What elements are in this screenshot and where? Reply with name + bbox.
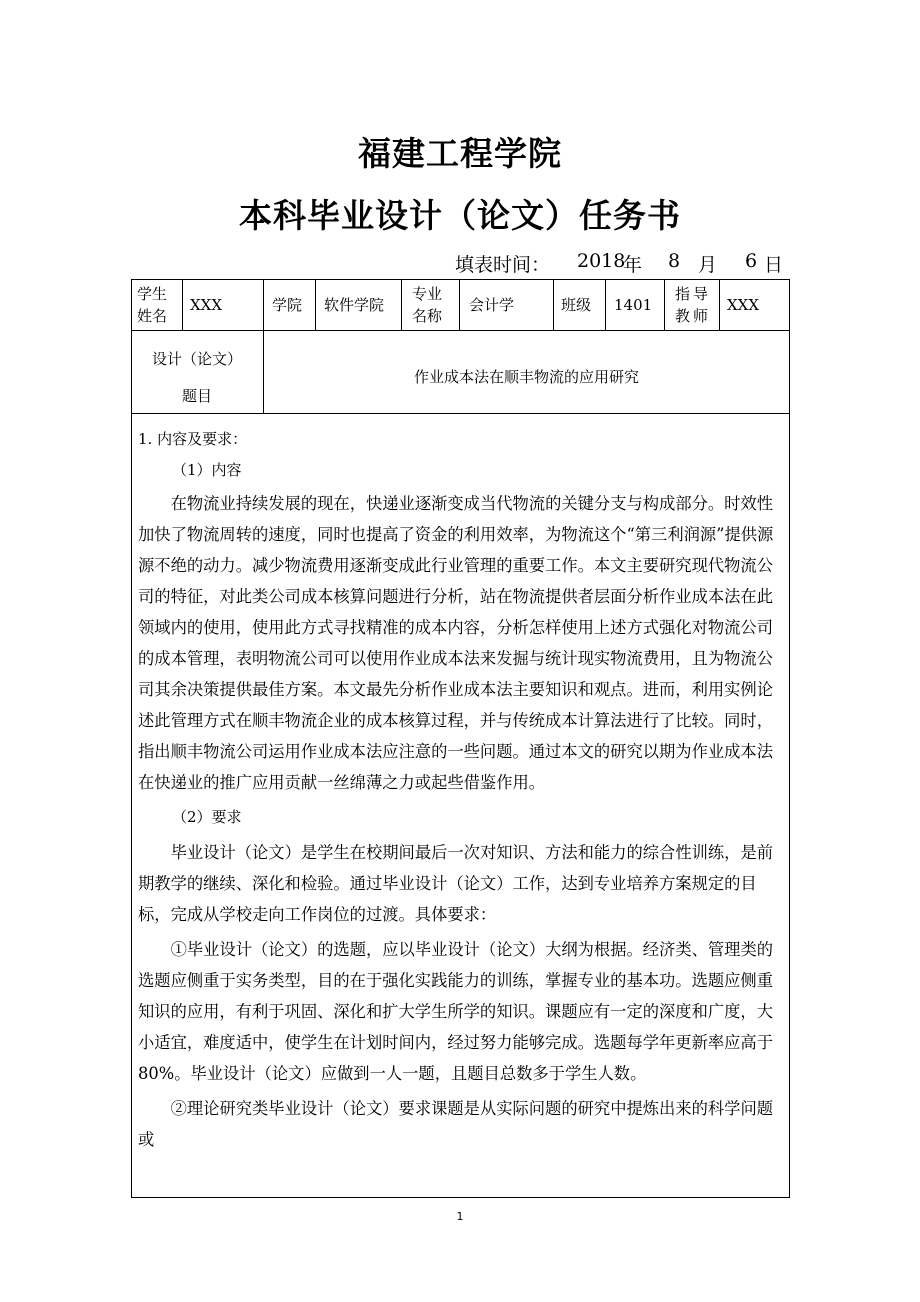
fill-date-year-unit: 年	[623, 254, 643, 276]
advisor-value: XXX	[727, 296, 760, 314]
table-divider	[459, 279, 460, 330]
class-value: 1401	[614, 296, 653, 314]
fill-date-year: 2018	[577, 250, 626, 272]
topic-label-line2: 题目	[181, 387, 212, 405]
topic-label-line1: 设计（论文）	[151, 350, 242, 368]
major-label: 专业名称	[412, 285, 443, 325]
table-divider	[664, 279, 665, 330]
fill-date-month-unit: 月	[698, 254, 718, 276]
table-divider	[263, 279, 264, 413]
sub2-heading: （2）要求	[172, 808, 242, 826]
class-label: 班级	[561, 296, 592, 314]
table-divider	[553, 279, 554, 330]
college-value: 软件学院	[324, 296, 385, 314]
sub2-paragraph-2: ①毕业设计（论文）的选题，应以毕业设计（论文）大纲为根据。经济类、管理类的选题应侧重于实务类型，目的在于强化实践能力的训练，掌握专业的基本功。选题应侧重知识的应用，有利于巩固、深化和扩大学生所学的知识。课题应有一定的深度和广度，大小适宜，难度适中，使学生在计划时间内，经过努力能够完成。选题每学年更新率应高于80%。毕业设计（论文）应做到一人一题，且题目总数多于学生人数。	[138, 940, 774, 1083]
section-heading: 1. 内容及要求：	[138, 430, 248, 448]
table-divider	[131, 413, 790, 414]
fill-date	[455, 250, 785, 278]
content-block	[138, 424, 782, 1155]
advisor-label: 指导教师	[675, 285, 712, 325]
fill-date-label: 填表时间：	[455, 254, 551, 276]
page-number: 1	[456, 1210, 464, 1223]
student-name-label: 学生姓名	[137, 285, 168, 325]
student-name-value: XXX	[190, 296, 223, 314]
sub1-paragraph: 在物流业持续发展的现在，快递业逐渐变成当代物流的关键分支与构成部分。时效性加快了物流周转的速度，同时也提高了资金的利用效率，为物流这个“第三利润源”提供源源不绝的动力。减少物流费用逐渐变成此行业管理的重要工作。本文主要研究现代物流公司的特征，对此类公司成本核算问题进行分析，站在物流提供者层面分析作业成本法在此领域内的使用，使用此方式寻找精准的成本内容，分析怎样使用上述方式强化对物流公司的成本管理，表明物流公司可以使用作业成本法来发掘与统计现实物流费用，且为物流公司其余决策提供最佳方案。本文最先分析作业成本法主要知识和观点。进而，利用实例论述此管理方式在顺丰物流企业的成本核算过程，并与传统成本计算法进行了比较。同时，指出顺丰物流公司运用作业成本法应注意的一些问题。通过本文的研究以期为作业成本法在快递业的推广应用贡献一丝绵薄之力或起些借鉴作用。	[138, 494, 774, 792]
institution-title: 福建工程学院	[358, 134, 562, 173]
sub2-paragraph-3: ②理论研究类毕业设计（论文）要求课题是从实际问题的研究中提炼出来的科学问题或	[138, 1099, 774, 1149]
fill-date-day-unit: 日	[764, 254, 784, 276]
topic-value: 作业成本法在顺丰物流的应用研究	[413, 368, 639, 386]
table-divider	[182, 279, 183, 330]
fill-date-day: 6	[745, 250, 758, 272]
table-divider	[605, 279, 606, 330]
major-value: 会计学	[469, 296, 515, 314]
sub2-paragraph-1: 毕业设计（论文）是学生在校期间最后一次对知识、方法和能力的综合性训练，是前期教学的继续、深化和检验。通过毕业设计（论文）工作，达到专业培养方案规定的目标，完成从学校走向工作岗位的过渡。具体要求：	[138, 843, 774, 924]
sub1-heading: （1）内容	[172, 461, 242, 479]
table-divider	[315, 279, 316, 330]
table-divider	[131, 330, 790, 331]
table-divider	[401, 279, 402, 330]
table-divider	[719, 279, 720, 330]
college-label: 学院	[272, 296, 303, 314]
document-title: 本科毕业设计（论文）任务书	[239, 196, 681, 235]
fill-date-month: 8	[668, 250, 681, 272]
